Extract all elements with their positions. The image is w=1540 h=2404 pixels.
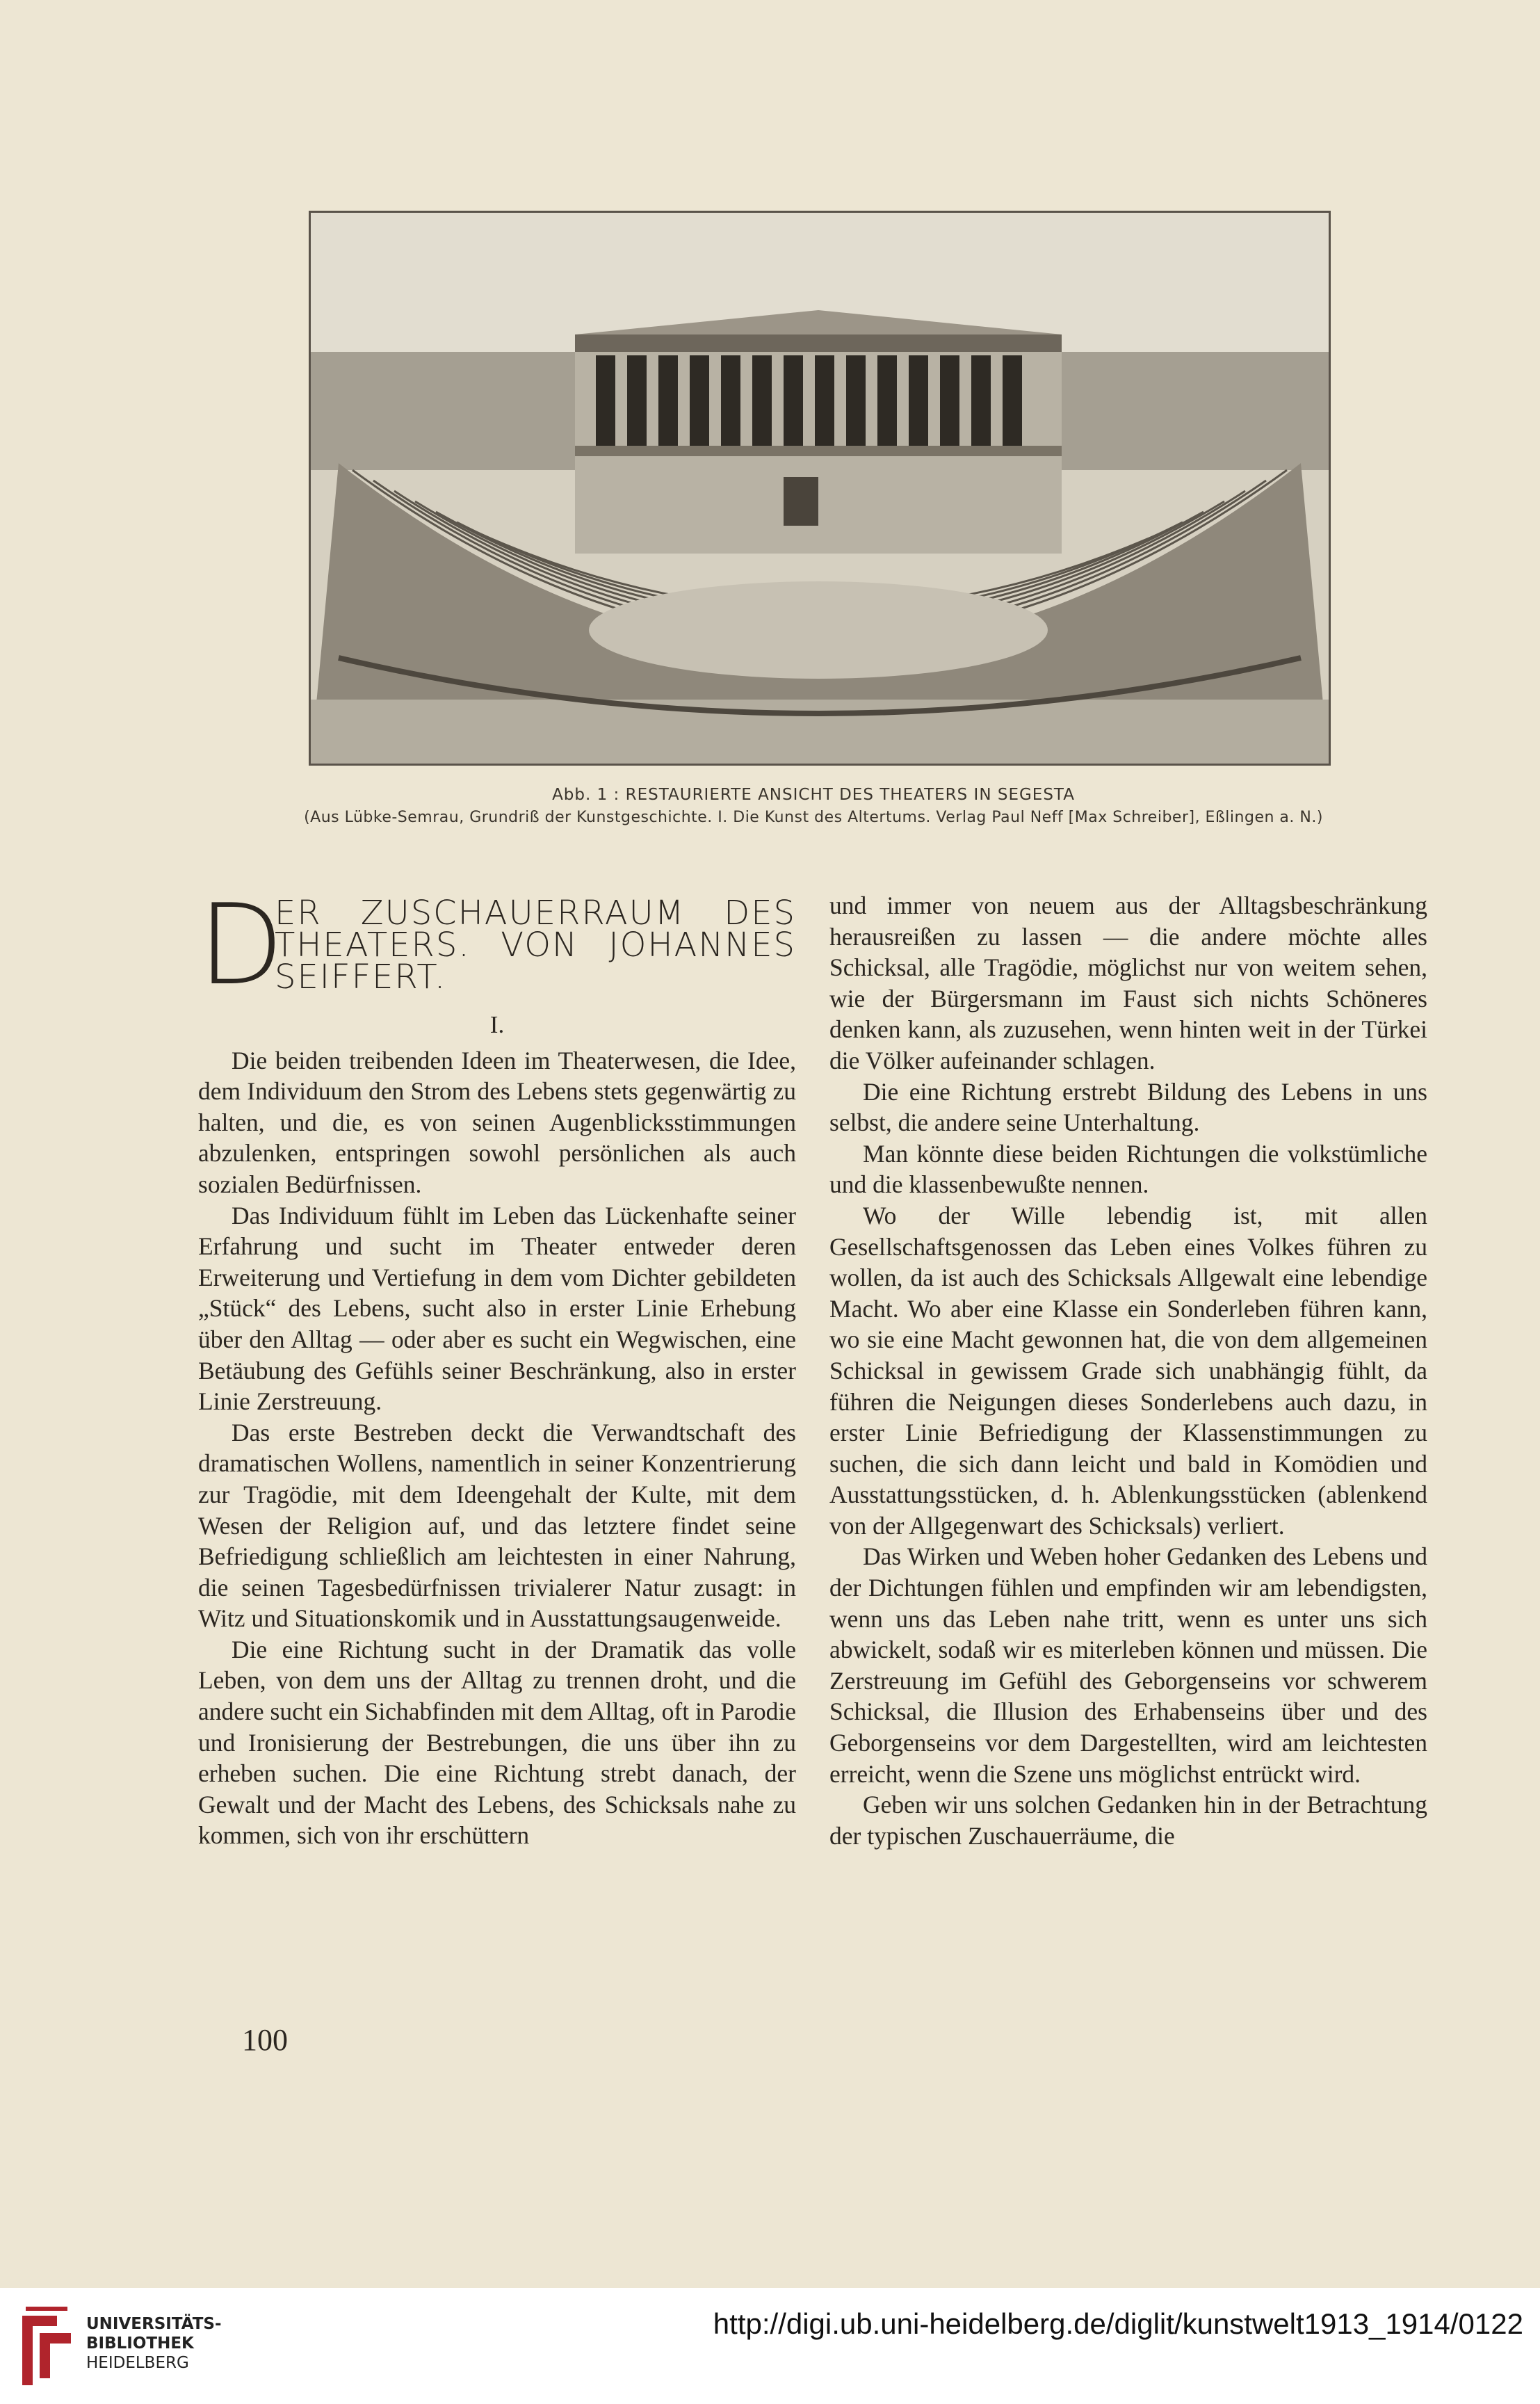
left-column	[198, 880, 796, 1851]
library-name-line: HEIDELBERG	[86, 2354, 189, 2372]
section-number: I.	[489, 1011, 505, 1038]
right-column	[829, 890, 1427, 1851]
article-title-block	[198, 880, 796, 1010]
paragraph: Das Wirken und Weben hoher Gedanken des Lebens und der Dichtungen fühlen und empfinden wir am lebendigsten, wenn uns das Leben nahe tritt, wenn es unter uns sich abwickelt, sodaß wir es miterleben können und müssen. Die Zerstreuung im Gefühl des Geborgenseins vor schwerem Schicksal, die Illusion des Erhabenseins über und des Geborgenseins vor dem Dargestellten, wird am leichtesten erreicht, wenn die Szene uns möglichst entrückt wird.	[829, 1542, 1427, 1788]
library-name	[86, 2314, 222, 2373]
paragraph: Die eine Richtung erstrebt Bildung des Lebens in uns selbst, die andere seine Unterhaltung.	[829, 1077, 1427, 1137]
source-url[interactable]: http://digi.ub.uni-heidelberg.de/diglit/kunstwelt1913_1914/0122	[713, 2307, 1523, 2340]
paragraph: Die beiden treibenden Ideen im Theaterwesen, die Idee, dem Individuum den Strom des Lebens stets gegenwärtig zu halten, und die, es von seinen Augenblicksstimmungen abzulenken, entspringen sowohl persönlichen als auch sozialen Bedürfnissen.	[198, 1046, 796, 1198]
figure-caption: Abb. 1 : RESTAURIERTE ANSICHT DES THEATERS IN SEGESTA	[552, 786, 1075, 804]
paragraph: Geben wir uns solchen Gedanken hin in der Betrachtung der typischen Zuschauerräume, die	[829, 1791, 1427, 1850]
library-name-line: BIBLIOTHEK	[86, 2334, 194, 2353]
page-number: 100	[242, 2023, 288, 2057]
paragraph: Wo der Wille lebendig ist, mit allen Gesellschaftsgenossen das Leben eines Volkes führen zu wollen, da ist auch des Schicksals Allgewalt eine lebendige Macht. Wo aber eine Klasse ein Sonderleben führen kann, wo sie eine Macht gewonnen hat, die von dem allgemeinen Schicksal in gewissem Grade sich unabhängig fühlt, da führen die Neigungen dieses Sonderlebens auch dazu, in erster Linie Befriedigung der Klassenstimmungen zu suchen, die sich dann leicht und bald in Komödien und Ausstattungsstücken, d. h. Ablenkungsstücken (ablenkend von der Allgegenwart des Schicksals) verliert.	[829, 1201, 1427, 1540]
paragraph: Das erste Bestreben deckt die Verwandtschaft des dramatischen Wollens, namentlich in seiner Konzentrierung zur Tragödie, mit dem Ideengehalt der Kulte, mit dem Wesen der Religion auf, und das letztere findet seine Befriedigung schließlich am leichtesten in einer Nahrung, die seinen Tagesbedürfnissen trivialerer Natur zusagt: in Witz und Situationskomik und in Ausstattungsaugenweide.	[198, 1418, 796, 1633]
segesta-theater-drawing	[311, 213, 1329, 764]
paragraph: Man könnte diese beiden Richtungen die volkstümliche und die klassenbewußte nennen.	[829, 1139, 1427, 1199]
figure-source: (Aus Lübke-Semrau, Grundriß der Kunstgeschichte. I. Die Kunst des Altertums. Verlag Paul Neff [Max Schreiber], Eßlingen a. N.)	[304, 809, 1323, 826]
paragraph: Das Individuum fühlt im Leben das Lückenhafte seiner Erfahrung und sucht im Theater entweder deren Erweiterung und Vertiefung in dem vom Dichter gebildeten „Stück“ des Lebens, sucht also in erster Linie Erhebung über den Alltag — oder aber es sucht ein Wegwischen, eine Betäubung des Gefühls seiner Beschränkung, also in erster Linie Zerstreuung.	[198, 1201, 796, 1416]
library-name-line: UNIVERSITÄTS-	[86, 2315, 222, 2333]
library-logo-icon	[15, 2302, 78, 2392]
article-title: ER ZUSCHAUERRAUM DES THEATERS. VON JOHANNES SEIFFERT.	[275, 894, 796, 997]
footer-bar	[0, 2288, 1540, 2404]
paragraph: und immer von neuem aus der Alltagsbeschränkung herausreißen zu lassen — die andere möchte alles Schicksal, alle Tragödie, möglichst nur von weitem sehen, wie der Bürgersmann im Faust sich nichts Schöneres denken kann, als zuzusehen, wenn hinten weit in der Türkei die Völker aufeinander schlagen.	[829, 892, 1427, 1074]
paragraph: Die eine Richtung sucht in der Dramatik das volle Leben, von dem uns der Alltag zu trennen droht, und die andere sucht ein Sichabfinden mit dem Alltag, oft in Parodie und Ironisierung der Bestrebungen, die uns über ihn zu erheben suchen. Die eine Richtung strebt danach, der Gewalt und der Macht des Lebens, des Schicksals nahe zu kommen, sich von ihr erschüttern	[198, 1635, 796, 1850]
drop-cap: D	[198, 880, 284, 1010]
theater-illustration	[309, 211, 1331, 766]
